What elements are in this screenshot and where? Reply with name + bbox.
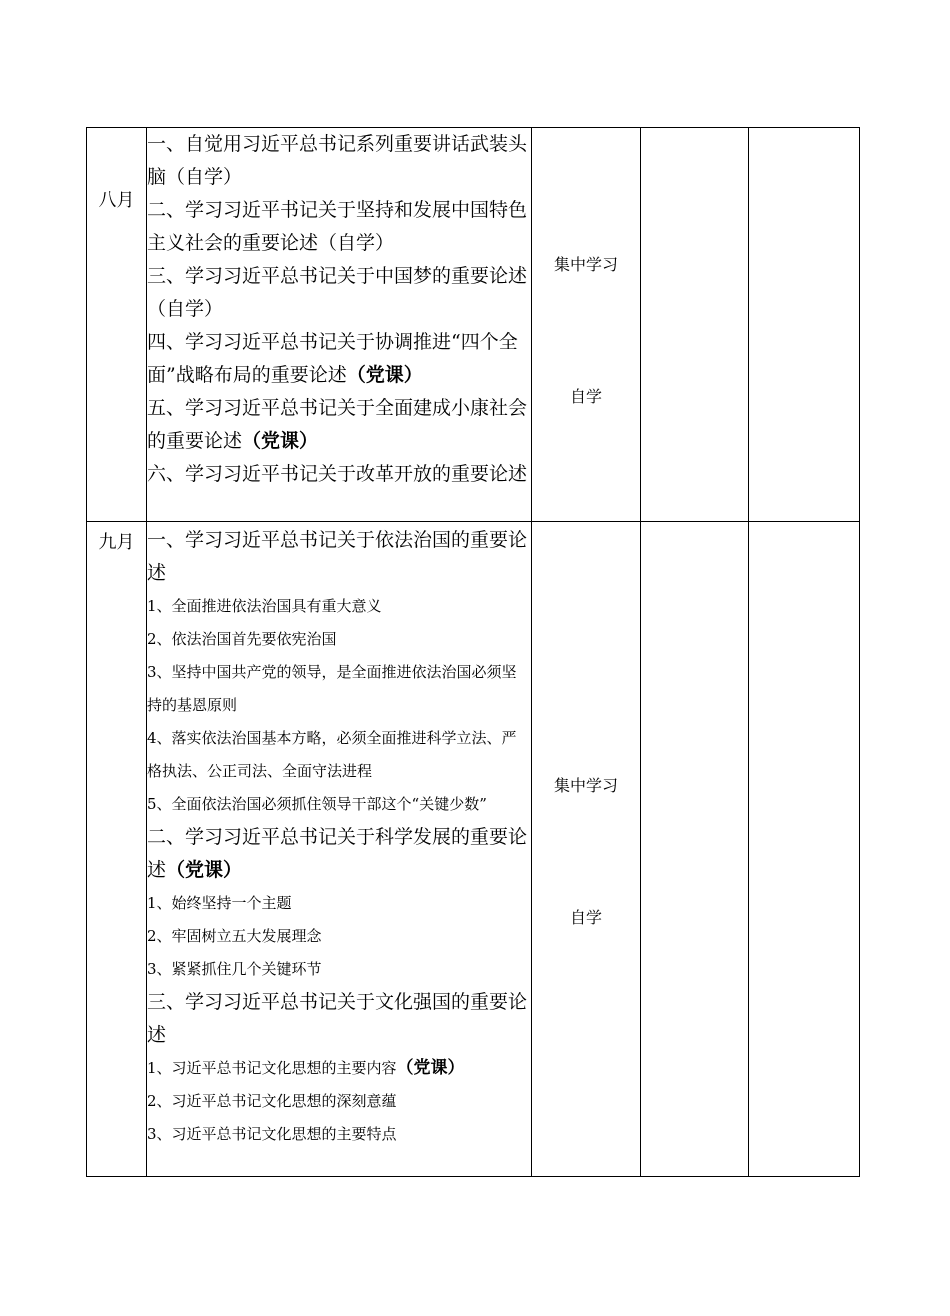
topic-item: 一、学习习近平总书记关于依法治国的重要论述 bbox=[147, 529, 528, 584]
method-label: 自学 bbox=[569, 387, 602, 406]
party-lecture-tag: （党课） bbox=[166, 859, 243, 881]
empty-cell bbox=[641, 522, 749, 1177]
sub-item: 2、习近平总书记文化思想的深刻意蕴 bbox=[147, 1092, 397, 1110]
sub-item: 5、全面依法治国必须抓住领导干部这个“关键少数” bbox=[147, 795, 487, 813]
topic-item: 二、学习习近平总书记关于科学发展的重要论述（党课） bbox=[147, 826, 528, 881]
month-cell: 八月 bbox=[87, 128, 147, 522]
content-cell bbox=[147, 522, 532, 1177]
empty-cell bbox=[749, 522, 860, 1177]
topic-item: 六、学习习近平书记关于改革开放的重要论述 bbox=[147, 463, 528, 485]
sub-item: 3、习近平总书记文化思想的主要特点 bbox=[147, 1125, 397, 1143]
sub-item: 3、坚持中国共产党的领导，是全面推进依法治国必须坚持的基恩原则 bbox=[147, 663, 517, 714]
month-cell: 九月 bbox=[87, 522, 147, 1177]
content-cell bbox=[147, 128, 532, 522]
topic-item: 四、学习习近平总书记关于协调推进“四个全面”战略布局的重要论述（党课） bbox=[147, 331, 518, 386]
party-lecture-tag: （党课） bbox=[396, 1058, 465, 1078]
sub-item: 4、落实依法治国基本方略，必须全面推进科学立法、严格执法、公正司法、全面守法进程 bbox=[147, 729, 517, 780]
table-row-august bbox=[87, 128, 860, 522]
topic-item: 五、学习习近平总书记关于全面建成小康社会的重要论述（党课） bbox=[147, 397, 528, 452]
table-row-september bbox=[87, 522, 860, 1177]
method-cell bbox=[532, 522, 641, 1177]
method-cell bbox=[532, 128, 641, 522]
method-label: 自学 bbox=[569, 908, 602, 927]
party-lecture-tag: （党课） bbox=[346, 364, 423, 386]
study-plan-table bbox=[86, 127, 860, 1177]
sub-item: 1、始终坚持一个主题 bbox=[147, 894, 292, 912]
sub-item: 2、依法治国首先要依宪治国 bbox=[147, 630, 337, 648]
method-label: 集中学习 bbox=[553, 776, 618, 795]
sub-item: 1、习近平总书记文化思想的主要内容（党课） bbox=[147, 1058, 465, 1078]
topic-item: 三、学习习近平总书记关于中国梦的重要论述（自学） bbox=[147, 265, 528, 320]
topic-item: 三、学习习近平总书记关于文化强国的重要论述 bbox=[147, 991, 528, 1046]
sub-item: 1、全面推进依法治国具有重大意义 bbox=[147, 597, 382, 615]
sub-item: 3、紧紧抓住几个关键环节 bbox=[147, 960, 322, 978]
sub-item: 2、牢固树立五大发展理念 bbox=[147, 927, 322, 945]
empty-cell bbox=[641, 128, 749, 522]
topic-item: 二、学习习近平书记关于坚持和发展中国特色主义社会的重要论述（自学） bbox=[147, 199, 528, 254]
topic-item: 一、自觉用习近平总书记系列重要讲话武装头脑（自学） bbox=[147, 133, 528, 188]
empty-cell bbox=[749, 128, 860, 522]
party-lecture-tag: （党课） bbox=[242, 430, 319, 452]
method-label: 集中学习 bbox=[553, 255, 618, 274]
